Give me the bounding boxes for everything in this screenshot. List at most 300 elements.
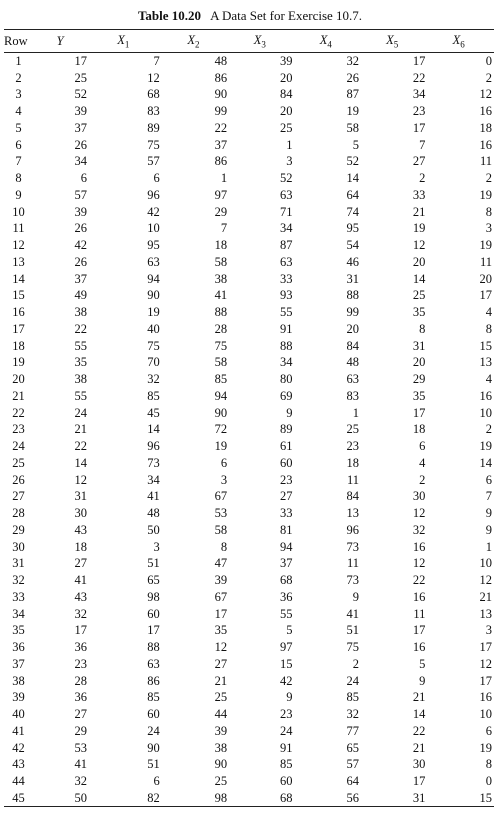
table-cell: 12 <box>412 556 426 571</box>
column-header-6 <box>359 30 425 53</box>
table-row <box>4 388 494 405</box>
table-cell: 41 <box>346 606 359 621</box>
table-cell: 9 <box>15 187 22 202</box>
table-cell: 2 <box>419 472 426 487</box>
table-cell: 22 <box>412 723 426 738</box>
table-cell: 23 <box>346 439 359 454</box>
table-cell: 30 <box>74 506 88 521</box>
table-cell: 89 <box>280 422 293 437</box>
table-cell: 25 <box>214 690 228 705</box>
table-cell: 3 <box>153 539 160 554</box>
table-cell: 2 <box>352 656 359 671</box>
table-cell: 87 <box>346 87 359 102</box>
table-cell: 25 <box>412 288 426 303</box>
table-row <box>4 69 494 86</box>
table-cell: 31 <box>412 338 426 353</box>
table-cell: 16 <box>479 104 492 119</box>
table-cell: 36 <box>12 640 25 655</box>
table-cell: 35 <box>412 305 426 320</box>
column-header-label: Row <box>4 33 28 48</box>
table-cell: 74 <box>346 204 359 219</box>
table-cell: 22 <box>74 439 88 454</box>
table-cell: 89 <box>147 120 160 135</box>
table-cell: 65 <box>346 740 359 755</box>
column-header-3 <box>160 30 227 53</box>
table-cell: 96 <box>147 439 160 454</box>
table-cell: 8 <box>485 321 492 336</box>
column-header-0 <box>4 30 33 53</box>
table-cell: 9 <box>485 506 492 521</box>
table-cell: 34 <box>280 221 293 236</box>
table-cell: 6 <box>15 137 22 152</box>
table-cell: 96 <box>147 187 160 202</box>
table-cell: 37 <box>74 120 88 135</box>
table-cell: 21 <box>412 690 426 705</box>
table-cell: 75 <box>214 338 228 353</box>
table-cell: 18 <box>346 455 359 470</box>
table-cell: 37 <box>214 137 228 152</box>
table-cell: 90 <box>147 288 160 303</box>
table-cell: 57 <box>346 757 359 772</box>
table-cell: 1 <box>485 539 492 554</box>
table-cell: 51 <box>346 623 359 638</box>
table-cell: 22 <box>412 573 426 588</box>
table-cell: 0 <box>485 54 492 69</box>
column-header-subscript: 5 <box>393 39 399 50</box>
table-cell: 1 <box>220 171 228 186</box>
column-header-label: Y <box>56 33 64 48</box>
data-table <box>4 29 494 807</box>
table-cell: 28 <box>214 321 228 336</box>
table-cell: 26 <box>74 221 88 236</box>
table-row <box>4 170 494 187</box>
table-cell: 63 <box>147 254 160 269</box>
table-cell: 48 <box>346 355 359 370</box>
table-cell: 88 <box>280 338 293 353</box>
table-cell: 24 <box>147 723 160 738</box>
table-cell: 12 <box>147 70 160 85</box>
table-row <box>4 404 494 421</box>
table-cell: 16 <box>412 640 426 655</box>
table-cell: 19 <box>346 104 359 119</box>
table-cell: 85 <box>147 690 160 705</box>
table-cell: 84 <box>346 338 359 353</box>
table-cell: 1 <box>15 54 22 69</box>
table-cell: 17 <box>147 623 160 638</box>
table-cell: 35 <box>214 623 228 638</box>
table-cell: 30 <box>12 539 25 554</box>
table-row <box>4 723 494 740</box>
table-cell: 91 <box>280 321 293 336</box>
table-cell: 18 <box>412 422 426 437</box>
table-cell: 14 <box>346 171 359 186</box>
table-cell: 17 <box>74 623 88 638</box>
column-header-subscript: 2 <box>194 39 200 50</box>
table-cell: 57 <box>74 187 88 202</box>
table-cell: 22 <box>74 321 88 336</box>
table-cell: 58 <box>346 120 359 135</box>
table-cell: 7 <box>485 489 492 504</box>
table-cell: 88 <box>346 288 359 303</box>
table-cell: 7 <box>153 54 160 69</box>
table-cell: 63 <box>346 372 359 387</box>
table-cell: 6 <box>153 171 160 186</box>
table-cell: 58 <box>214 522 228 537</box>
table-cell: 63 <box>280 254 293 269</box>
table-cell: 80 <box>280 372 293 387</box>
table-cell: 7 <box>419 137 426 152</box>
table-cell: 12 <box>12 238 25 253</box>
column-header-7 <box>425 30 494 53</box>
table-cell: 63 <box>147 656 160 671</box>
table-cell: 20 <box>412 355 426 370</box>
table-cell: 88 <box>147 640 160 655</box>
table-cell: 35 <box>412 388 426 403</box>
table-cell: 84 <box>280 87 293 102</box>
table-cell: 2 <box>419 171 426 186</box>
table-cell: 31 <box>12 556 25 571</box>
table-cell: 56 <box>293 790 359 807</box>
table-cell: 60 <box>280 455 293 470</box>
table-cell: 98 <box>160 790 227 807</box>
table-cell: 90 <box>214 757 228 772</box>
table-cell: 10 <box>147 221 160 236</box>
header-row <box>4 30 494 53</box>
table-cell: 43 <box>12 757 25 772</box>
table-row <box>4 53 494 70</box>
table-row <box>4 371 494 388</box>
table-cell: 25 <box>12 455 25 470</box>
table-cell: 68 <box>280 573 293 588</box>
table-row <box>4 103 494 120</box>
table-cell: 50 <box>33 790 87 807</box>
table-cell: 45 <box>147 405 160 420</box>
table-cell: 20 <box>479 271 492 286</box>
table-cell: 14 <box>412 271 426 286</box>
table-cell: 32 <box>74 774 88 789</box>
table-label: Table 10.20 <box>137 8 202 23</box>
table-cell: 39 <box>214 573 228 588</box>
table-cell: 75 <box>147 137 160 152</box>
table-row <box>4 337 494 354</box>
table-cell: 60 <box>147 606 160 621</box>
table-cell: 19 <box>479 439 492 454</box>
table-cell: 24 <box>12 439 25 454</box>
table-cell: 55 <box>74 388 88 403</box>
table-cell: 53 <box>74 740 88 755</box>
table-cell: 19 <box>12 355 25 370</box>
table-cell: 24 <box>280 723 293 738</box>
table-cell: 48 <box>147 506 160 521</box>
table-cell: 14 <box>74 455 88 470</box>
table-cell: 8 <box>485 757 492 772</box>
table-cell: 6 <box>485 723 492 738</box>
table-cell: 25 <box>74 70 88 85</box>
table-cell: 16 <box>12 305 25 320</box>
table-cell: 24 <box>346 673 359 688</box>
table-cell: 42 <box>12 740 25 755</box>
table-row <box>4 488 494 505</box>
table-cell: 39 <box>214 723 228 738</box>
table-row <box>4 270 494 287</box>
table-cell: 35 <box>74 355 88 370</box>
table-row <box>4 471 494 488</box>
table-cell: 27 <box>280 489 293 504</box>
table-cell: 69 <box>280 388 293 403</box>
table-cell: 86 <box>214 70 228 85</box>
table-cell: 3 <box>485 623 492 638</box>
table-row <box>4 605 494 622</box>
table-cell: 86 <box>147 673 160 688</box>
table-cell: 31 <box>346 271 359 286</box>
table-cell: 33 <box>280 271 293 286</box>
table-cell: 2 <box>15 70 22 85</box>
table-cell: 41 <box>74 573 88 588</box>
table-cell: 42 <box>280 673 293 688</box>
table-cell: 9 <box>419 673 426 688</box>
table-cell: 9 <box>286 690 293 705</box>
table-cell: 44 <box>12 774 25 789</box>
table-cell: 16 <box>479 137 492 152</box>
table-cell: 17 <box>479 673 492 688</box>
table-cell: 12 <box>412 238 426 253</box>
table-cell: 36 <box>74 640 88 655</box>
table-cell: 0 <box>485 774 492 789</box>
table-cell: 45 <box>4 790 33 807</box>
table-cell: 22 <box>214 120 228 135</box>
table-cell: 16 <box>412 539 426 554</box>
table-cell: 12 <box>74 472 88 487</box>
table-cell: 73 <box>346 573 359 588</box>
table-cell: 85 <box>346 690 359 705</box>
table-cell: 41 <box>74 757 88 772</box>
table-cell: 90 <box>147 740 160 755</box>
table-cell: 19 <box>214 439 228 454</box>
table-row <box>4 304 494 321</box>
table-cell: 68 <box>227 790 292 807</box>
table-row <box>4 354 494 371</box>
table-cell: 10 <box>479 405 492 420</box>
table-cell: 81 <box>280 522 293 537</box>
table-row <box>4 522 494 539</box>
table-cell: 3 <box>286 154 293 169</box>
table-cell: 40 <box>147 321 160 336</box>
table-cell: 35 <box>12 623 25 638</box>
table-cell: 57 <box>147 154 160 169</box>
table-cell: 9 <box>352 589 359 604</box>
table-row <box>4 153 494 170</box>
table-cell: 38 <box>12 673 25 688</box>
table-cell: 11 <box>12 221 25 236</box>
table-cell: 15 <box>12 288 25 303</box>
table-row <box>4 505 494 522</box>
table-cell: 30 <box>412 757 426 772</box>
table-cell: 12 <box>412 506 426 521</box>
table-cell: 15 <box>479 338 492 353</box>
table-cell: 29 <box>74 723 88 738</box>
column-header-label: X <box>117 32 125 47</box>
table-cell: 72 <box>214 422 228 437</box>
table-cell: 9 <box>485 522 492 537</box>
table-cell: 82 <box>87 790 160 807</box>
table-cell: 19 <box>479 238 492 253</box>
table-cell: 75 <box>147 338 160 353</box>
table-cell: 33 <box>412 187 426 202</box>
table-cell: 93 <box>280 288 293 303</box>
table-cell: 31 <box>74 489 88 504</box>
table-cell: 28 <box>12 506 25 521</box>
table-cell: 7 <box>15 154 22 169</box>
table-cell: 87 <box>280 238 293 253</box>
table-cell: 27 <box>74 707 88 722</box>
table-row <box>4 86 494 103</box>
table-cell: 17 <box>412 405 426 420</box>
table-row <box>4 254 494 271</box>
table-cell: 32 <box>346 54 359 69</box>
table-cell: 51 <box>147 757 160 772</box>
column-header-label: X <box>386 32 394 47</box>
table-cell: 25 <box>280 120 293 135</box>
table-row <box>4 572 494 589</box>
table-row <box>4 756 494 773</box>
table-cell: 6 <box>419 439 426 454</box>
table-cell: 94 <box>147 271 160 286</box>
table-cell: 16 <box>479 690 492 705</box>
table-cell: 97 <box>214 187 228 202</box>
column-header-subscript: 4 <box>327 39 332 50</box>
table-cell: 68 <box>147 87 160 102</box>
table-cell: 12 <box>214 640 228 655</box>
table-cell: 26 <box>74 254 88 269</box>
table-cell: 83 <box>346 388 359 403</box>
table-cell: 42 <box>74 238 88 253</box>
table-cell: 83 <box>147 104 160 119</box>
table-cell: 17 <box>74 54 88 69</box>
table-row <box>4 237 494 254</box>
table-cell: 1 <box>352 405 359 420</box>
table-cell: 55 <box>280 606 293 621</box>
table-cell: 25 <box>346 422 359 437</box>
table-cell: 28 <box>74 673 88 688</box>
table-cell: 21 <box>479 589 492 604</box>
table-cell: 5 <box>286 623 293 638</box>
table-cell: 63 <box>280 187 293 202</box>
table-cell: 70 <box>147 355 160 370</box>
table-cell: 22 <box>12 405 25 420</box>
table-cell: 49 <box>74 288 88 303</box>
column-header-label: X <box>319 32 328 47</box>
table-cell: 18 <box>214 238 228 253</box>
table-cell: 50 <box>147 522 160 537</box>
table-cell: 6 <box>485 472 492 487</box>
table-cell: 6 <box>80 171 88 186</box>
table-cell: 19 <box>479 740 492 755</box>
table-cell: 14 <box>479 455 492 470</box>
table-cell: 26 <box>74 137 88 152</box>
table-cell: 55 <box>74 338 88 353</box>
table-cell: 11 <box>346 472 359 487</box>
table-cell: 37 <box>280 556 293 571</box>
table-row <box>4 220 494 237</box>
table-cell: 47 <box>214 556 228 571</box>
table-row <box>4 622 494 639</box>
table-cell: 29 <box>214 204 228 219</box>
table-cell: 32 <box>12 573 25 588</box>
table-cell: 23 <box>280 707 293 722</box>
table-cell: 29 <box>12 522 25 537</box>
table-cell: 52 <box>74 87 88 102</box>
table-cell: 32 <box>147 372 160 387</box>
table-cell: 32 <box>346 707 359 722</box>
table-cell: 23 <box>12 422 25 437</box>
table-row <box>4 438 494 455</box>
table-cell: 39 <box>12 690 25 705</box>
table-cell: 14 <box>12 271 25 286</box>
table-cell: 13 <box>479 606 492 621</box>
table-cell: 46 <box>346 254 359 269</box>
table-row <box>4 321 494 338</box>
table-cell: 7 <box>220 221 228 236</box>
table-cell: 21 <box>412 204 426 219</box>
table-cell: 65 <box>147 573 160 588</box>
table-cell: 17 <box>412 623 426 638</box>
table-title: A Data Set for Exercise 10.7. <box>210 8 363 23</box>
table-cell: 10 <box>479 707 492 722</box>
table-row <box>4 203 494 220</box>
column-header-4 <box>227 30 292 53</box>
table-cell: 8 <box>220 539 228 554</box>
table-cell: 1 <box>286 137 293 152</box>
table-cell: 54 <box>346 238 359 253</box>
table-cell: 55 <box>280 305 293 320</box>
table-cell: 34 <box>147 472 160 487</box>
table-cell: 12 <box>479 87 492 102</box>
table-cell: 75 <box>346 640 359 655</box>
table-cell: 29 <box>412 372 426 387</box>
table-cell: 32 <box>74 606 88 621</box>
table-cell: 43 <box>74 522 88 537</box>
table-row <box>4 773 494 790</box>
table-cell: 3 <box>485 221 492 236</box>
table-cell: 18 <box>12 338 25 353</box>
table-cell: 67 <box>214 589 228 604</box>
table-cell: 30 <box>412 489 426 504</box>
table-cell: 41 <box>12 723 25 738</box>
table-cell: 24 <box>74 405 88 420</box>
table-cell: 21 <box>12 388 25 403</box>
table-cell: 27 <box>74 556 88 571</box>
table-cell: 48 <box>214 54 228 69</box>
table-cell: 39 <box>74 104 88 119</box>
table-row <box>4 421 494 438</box>
table-cell: 13 <box>479 355 492 370</box>
table-cell: 14 <box>412 707 426 722</box>
table-cell: 25 <box>214 774 228 789</box>
table-cell: 11 <box>346 556 359 571</box>
table-cell: 12 <box>479 573 492 588</box>
table-cell: 18 <box>479 120 492 135</box>
table-cell: 95 <box>346 221 359 236</box>
table-cell: 27 <box>12 489 25 504</box>
table-cell: 22 <box>412 70 426 85</box>
table-cell: 52 <box>280 171 293 186</box>
table-cell: 97 <box>280 640 293 655</box>
table-cell: 5 <box>15 120 22 135</box>
table-cell: 38 <box>214 271 228 286</box>
table-cell: 38 <box>214 740 228 755</box>
column-header-label: X <box>452 32 461 47</box>
table-cell: 14 <box>147 422 160 437</box>
